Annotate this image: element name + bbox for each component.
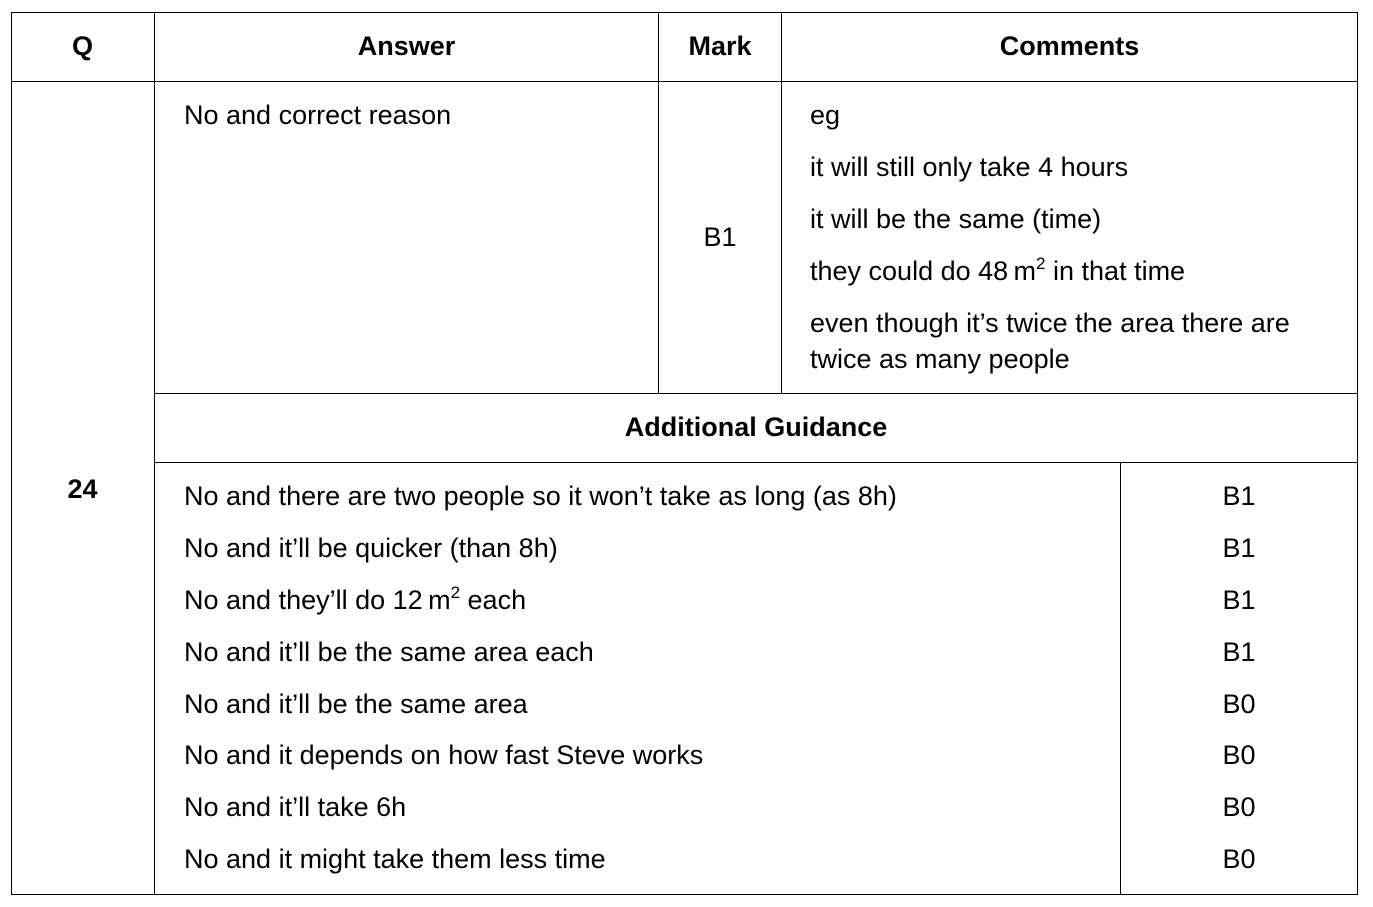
guidance-row-3-sup: 2 — [450, 583, 461, 602]
guidance-row-3-after: each — [460, 585, 527, 615]
guidance-row-3-mark: B1 — [1222, 585, 1256, 615]
comment-line-3 — [810, 253, 1185, 289]
comment-line-3-sup: 2 — [1036, 254, 1046, 273]
header-answer: Answer — [357, 31, 456, 61]
mark-scheme-table — [11, 12, 1358, 895]
guidance-row-8-text: No and it might take them less time — [184, 844, 606, 874]
answer-mark: B1 — [703, 222, 737, 252]
guidance-row-2-mark: B1 — [1222, 533, 1256, 563]
header-q: Q — [71, 31, 93, 61]
answer-mark-divider — [658, 12, 659, 394]
question-number: 24 — [67, 474, 98, 504]
header-comments: Comments — [999, 31, 1140, 61]
mark-comments-divider — [781, 12, 782, 394]
guidance-row-7-mark: B0 — [1222, 792, 1256, 822]
guidance-row-3-before: No and they’ll do 12 m — [184, 585, 451, 615]
guidance-row-3-text — [184, 582, 526, 618]
header-divider — [11, 81, 1358, 82]
guidance-row-8-mark: B0 — [1222, 844, 1256, 874]
guidance-mark-divider — [1120, 462, 1121, 895]
guidance-row-1-mark: B1 — [1222, 481, 1256, 511]
comments-label: eg — [810, 100, 841, 130]
guidance-row-2-text: No and it’ll be quicker (than 8h) — [184, 533, 558, 563]
comment-line-1: it will still only take 4 hours — [810, 152, 1129, 182]
q-column-divider — [154, 12, 155, 895]
comment-line-4b: twice as many people — [810, 344, 1070, 374]
comment-line-4a: even though it’s twice the area there are — [810, 308, 1290, 338]
table-border-bottom — [11, 894, 1358, 895]
guidance-title: Additional Guidance — [624, 412, 888, 442]
guidance-row-1-text: No and there are two people so it won’t take as long (as 8h) — [184, 481, 897, 511]
comment-line-3-before: they could do 48 m — [810, 256, 1037, 286]
guidance-row-5-text: No and it’ll be the same area — [184, 689, 528, 719]
guidance-row-4-mark: B1 — [1222, 637, 1256, 667]
guidance-row-6-mark: B0 — [1222, 740, 1256, 770]
guidance-top-divider — [154, 393, 1358, 394]
table-border-left — [11, 12, 12, 895]
comment-line-3-after: in that time — [1045, 256, 1186, 286]
guidance-row-7-text: No and it’ll take 6h — [184, 792, 407, 822]
comment-line-2: it will be the same (time) — [810, 204, 1102, 234]
guidance-title-divider — [154, 462, 1358, 463]
guidance-row-6-text: No and it depends on how fast Steve works — [184, 740, 704, 770]
table-border-top — [11, 12, 1358, 13]
guidance-row-4-text: No and it’ll be the same area each — [184, 637, 594, 667]
answer-text: No and correct reason — [184, 100, 452, 130]
guidance-row-5-mark: B0 — [1222, 689, 1256, 719]
table-border-right — [1357, 12, 1358, 895]
header-mark: Mark — [688, 31, 752, 61]
